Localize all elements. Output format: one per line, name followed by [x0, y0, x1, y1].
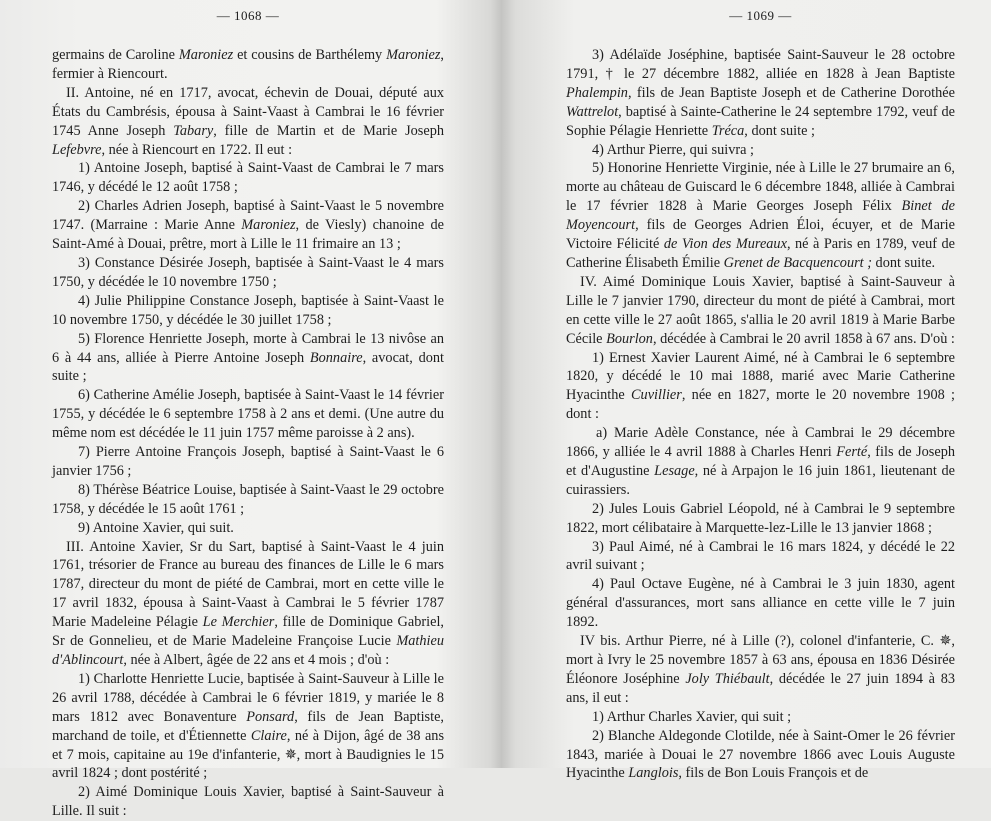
- italic-name: Bourlon: [606, 330, 653, 347]
- italic-name: Wattrelot: [566, 103, 619, 120]
- italic-name: Lefebvre: [52, 141, 102, 158]
- paragraph: 4) Arthur Pierre, qui suivra ;: [592, 141, 754, 158]
- paragraph: 4) Julie Philippine Constance Joseph, baptisée à Saint-Vaast le 10 novembre 1750, y décédée le 30 juillet 1758 ;: [52, 292, 444, 328]
- left-page: [0, 0, 488, 820]
- italic-name: Le Merchier: [202, 614, 275, 631]
- paragraph: III. Antoine Xavier, Sr du Sart, baptisé à Saint-Vaast le 4 juin 1761, trésorier de France au bureau des finances de Lille le 6 mars 1787, directeur du mont de piété de Cambrai, mort en cette ville le 17 avril 1832, épousa à Saint-Vaast à Cambrai le 5 février 1787 Marie Madeleine Pélagie Le Merchier, fille de Dominique Gabriel, Sr de Gonnelieu, et de Marie Madeleine Françoise Lucie Mathieu d'Ablincourt, née à Albert, âgée de 22 ans et 4 mois ; d'où :: [52, 538, 444, 668]
- paragraph: 1) Charlotte Henriette Lucie, baptisée à Saint-Sauveur à Lille le 26 avril 1788, décédée à Cambrai le 6 février 1819, y mariée le 8 mars 1812 avec Bonaventure Ponsard, fils de Jean Baptiste, marchand de toile, et d'Étiennette Claire, né à Dijon, âgé de 38 ans et 7 mois, capitaine au 19e d'infanterie, ✵, mort à Baudignies le 15 avril 1824 ; dont postérité ;: [52, 670, 445, 782]
- paragraph: 1) Ernest Xavier Laurent Aimé, né à Cambrai le 6 septembre 1820, y décédé le 10 mai 1888, marié avec Marie Catherine Hyacinthe Cuvillier, née en 1827, morte le 20 novembre 1908 ; dont :: [566, 349, 955, 423]
- page-number: — 1068 —: [216, 8, 280, 23]
- italic-name: Claire: [250, 727, 287, 744]
- paragraph: 3) Paul Aimé, né à Cambrai le 16 mars 1824, y décédé le 22 avril suivant ;: [566, 538, 955, 574]
- paragraph: 2) Blanche Aldegonde Clotilde, née à Saint-Omer le 26 février 1843, mariée à Douai le 27 novembre 1866 avec Louis Auguste Hyacinthe Langlois, fils de Bon Louis François et de: [566, 727, 955, 782]
- paragraph: 9) Antoine Xavier, qui suit.: [78, 519, 234, 536]
- paragraph: 7) Pierre Antoine François Joseph, baptisé à Saint-Vaast le 6 janvier 1756 ;: [52, 444, 444, 479]
- italic-name: Mathieu d'Ablincourt: [52, 633, 444, 668]
- paragraph: 1) Arthur Charles Xavier, qui suit ;: [592, 708, 792, 725]
- paragraph: germains de Caroline Maroniez et cousins de Barthélemy Maroniez, fermier à Riencourt.: [52, 47, 444, 82]
- paragraph: IV. Aimé Dominique Louis Xavier, baptisé à Saint-Sauveur à Lille le 7 janvier 1790, directeur du mont de piété à Cambrai, mort en cette ville le 27 août 1865, s'allia le 20 avril 1819 à Marie Barbe Cécile Bourlon, décédée à Cambrai le 20 avril 1858 à 67 ans. D'où :: [566, 273, 955, 347]
- paragraph: 4) Paul Octave Eugène, né à Cambrai le 3 juin 1830, agent général d'assurances, mort sans alliance en cette ville le 7 juin 1892.: [566, 576, 955, 631]
- italic-name: Tréca: [711, 122, 745, 139]
- italic-name: Grenet de Bacquencourt ;: [723, 254, 872, 271]
- paragraph: II. Antoine, né en 1717, avocat, échevin de Douai, député aux États du Cambrésis, épousa à Saint-Vaast à Cambrai le 16 février 1745 Anne Joseph Tabary, fille de Martin et de Marie Joseph Lefebvre, née à Riencourt en 1722. Il eut :: [52, 84, 445, 158]
- italic-name: Tabary: [173, 122, 214, 139]
- paragraph: 2) Charles Adrien Joseph, baptisé à Saint-Vaast le 5 novembre 1747. (Marraine : Marie Anne Maroniez, de Viesly) chanoine de Saint-Amé à Douai, prêtre, mort à Lille le 11 frimaire an 13 ;: [52, 198, 445, 253]
- italic-name: Langlois: [628, 765, 679, 782]
- page-number: — 1069 —: [729, 8, 792, 23]
- italic-name: Ponsard: [246, 708, 295, 725]
- italic-name: Binet de Moyencourt: [566, 198, 955, 234]
- italic-name: Maroniez: [386, 47, 441, 63]
- paragraph: 3) Adélaïde Joséphine, baptisée Saint-Sauveur le 28 octobre 1791, † le 27 décembre 1882, alliée en 1828 à Jean Baptiste Phalempin, fils de Jean Baptiste Joseph et de Catherine Dorothée Wattrelot, baptisé à Sainte-Catherine le 24 septembre 1792, veuf de Sophie Pélagie Henriette Tréca, dont suite ;: [566, 47, 955, 139]
- paragraph: IV bis. Arthur Pierre, né à Lille (?), colonel d'infanterie, C. ✵, mort à Ivry le 25 novembre 1857 à 63 ans, épousa en 1836 Désirée Éléonore Joséphine Joly Thiébault, décédée le 27 juin 1894 à 83 ans, il eut :: [566, 633, 955, 706]
- italic-name: de Vion des Mureaux: [663, 236, 787, 253]
- paragraph: 2) Jules Louis Gabriel Léopold, né à Cambrai le 9 septembre 1822, mort célibataire à Marquette-lez-Lille le 13 janvier 1868 ;: [566, 500, 955, 536]
- italic-name: Cuvillier: [631, 387, 682, 404]
- italic-name: Joly Thiébault: [685, 670, 770, 687]
- right-page: [502, 0, 991, 782]
- italic-name: Ferté: [836, 444, 868, 461]
- italic-name: Phalempin: [566, 84, 628, 101]
- paragraph: 6) Catherine Amélie Joseph, baptisée à Saint-Vaast le 14 février 1755, y décédée le 6 septembre 1758 à 2 ans et demi. (Une autre du même nom est décédée le 11 juin 1757 même paroisse à 2 ans).: [52, 387, 444, 442]
- italic-name: Maroniez: [178, 47, 234, 63]
- paragraph: 2) Aimé Dominique Louis Xavier, baptisé à Saint-Sauveur à Lille. Il suit :: [52, 784, 444, 820]
- paragraph: 1) Antoine Joseph, baptisé à Saint-Vaast de Cambrai le 7 mars 1746, y décédé le 12 août 1758 ;: [52, 160, 444, 196]
- italic-name: Bonnaire: [309, 349, 363, 366]
- paragraph: a) Marie Adèle Constance, née à Cambrai le 29 décembre 1866, y alliée le 4 avril 1888 à Charles Henri Ferté, fils de Joseph et d'Augustine Lesage, né à Arpajon le 16 juin 1861, lieutenant de cuirassiers.: [566, 425, 956, 498]
- italic-name: Maroniez: [241, 217, 296, 234]
- paragraph: 5) Florence Henriette Joseph, morte à Cambrai le 13 nivôse an 6 à 44 ans, alliée à Pierre Antoine Joseph Bonnaire, avocat, dont suite ;: [52, 330, 444, 385]
- paragraph: 3) Constance Désirée Joseph, baptisée à Saint-Vaast le 4 mars 1750, y décédée le 10 novembre 1750 ;: [52, 254, 444, 290]
- paragraph: 8) Thérèse Béatrice Louise, baptisée à Saint-Vaast le 29 octobre 1758, y décédée le 15 août 1761 ;: [52, 481, 444, 517]
- paragraph: 5) Honorine Henriette Virginie, née à Lille le 27 brumaire an 6, morte au château de Guiscard le 6 décembre 1848, alliée à Cambrai le 17 février 1828 à Marie Georges Joseph Félix Binet de Moyencourt, fils de Georges Adrien Éloi, écuyer, et de Marie Victoire Félicité de Vion des Mureaux, né à Paris en 1789, veuf de Catherine Élisabeth Émilie Grenet de Bacquencourt ; dont suite.: [566, 160, 955, 271]
- italic-name: Lesage: [654, 462, 695, 479]
